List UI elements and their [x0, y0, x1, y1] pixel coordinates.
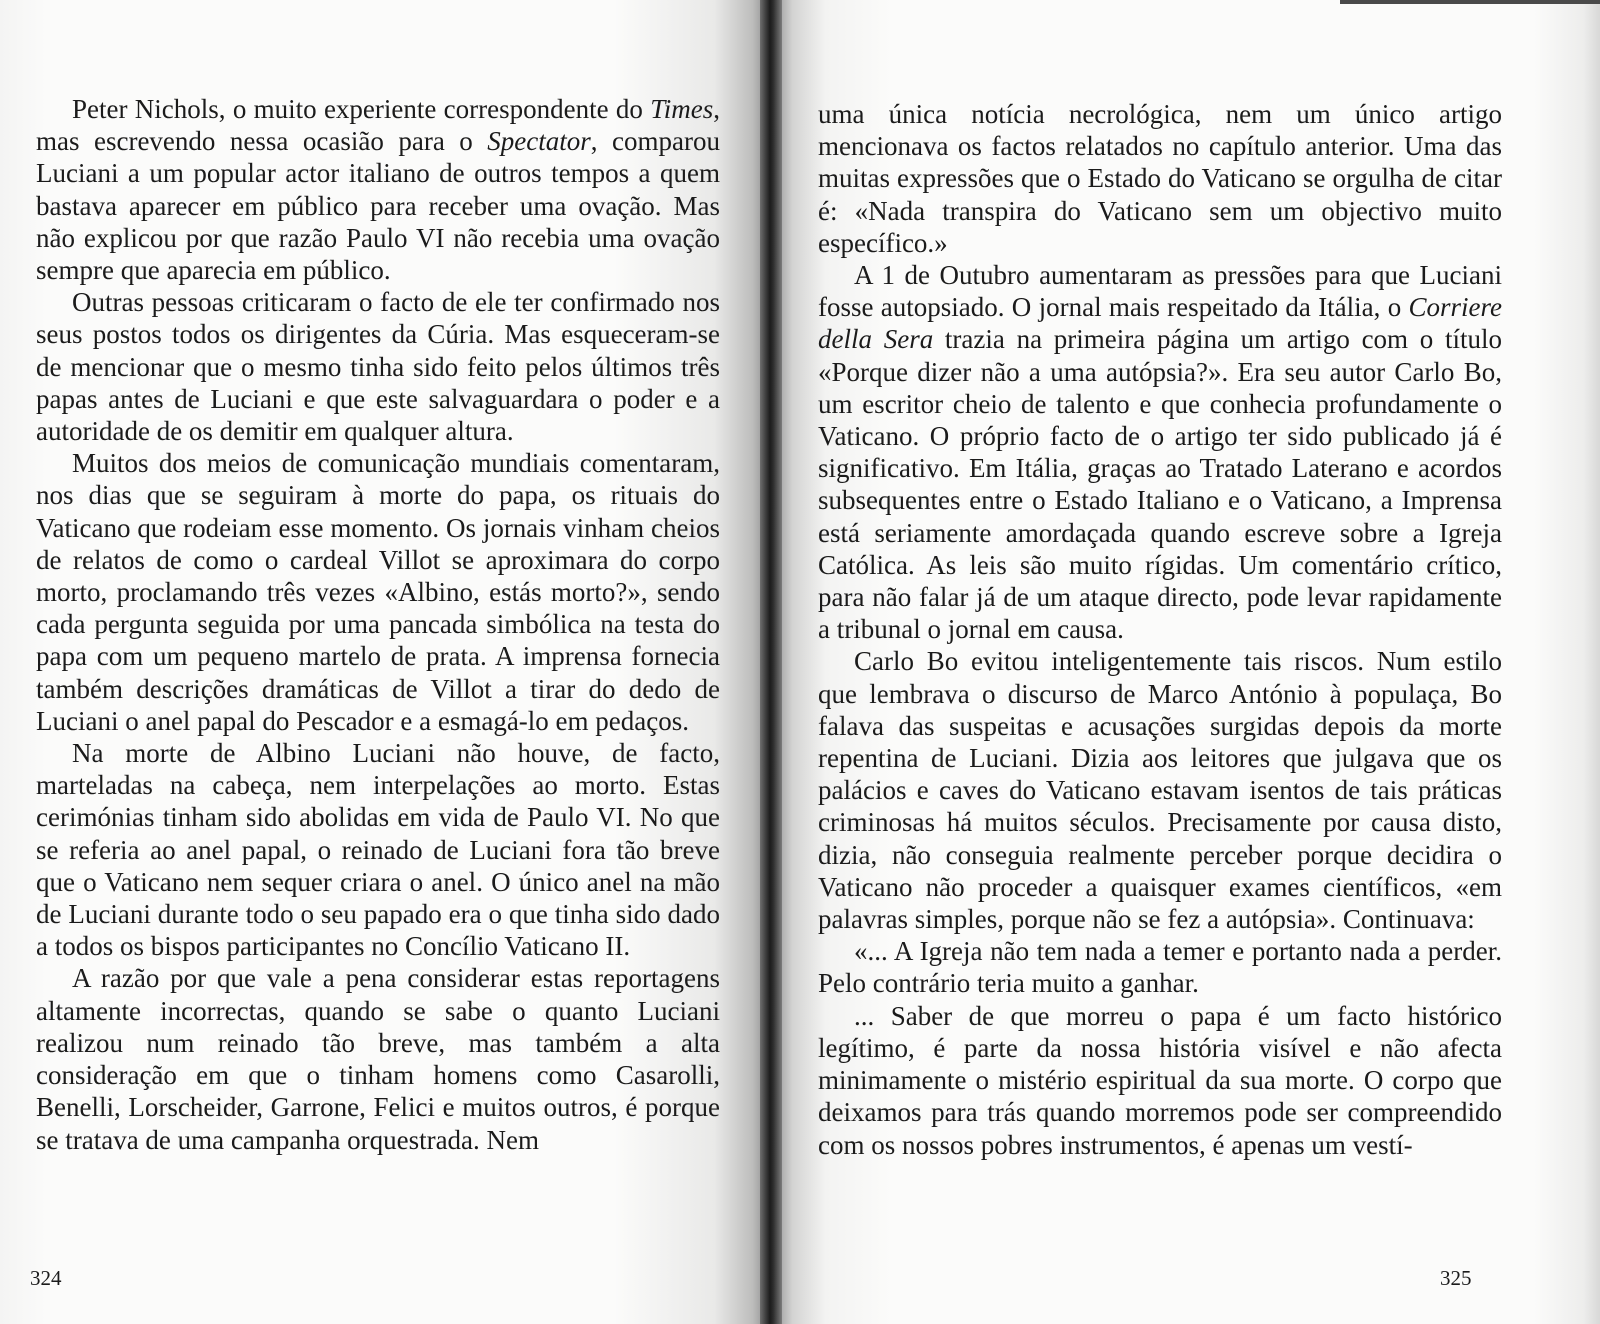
paragraph	[36, 93, 720, 286]
paragraph	[818, 935, 1502, 999]
paragraph-text: A razão por que vale a pena considerar estas reportagens altamente incorrectas, quando se sabe o quanto Luciani realizou num reinado tão breve, mas também a alta consideração em que o tinham homens como Casarolli, Benelli, Lorscheider, Garrone, Felici e muitos outros, é porque se tratava de uma campanha orquestrada. Nem	[36, 963, 720, 1155]
paragraph	[36, 737, 720, 962]
paragraph	[818, 645, 1502, 935]
paragraph	[818, 259, 1502, 645]
paragraph-text: A 1 de Outubro aumentaram as pressões para que Luciani fosse autopsiado. O jornal mais respeitado da Itália, o	[818, 260, 1502, 323]
left-page	[0, 0, 768, 1324]
paragraph-text: trazia na primeira página um artigo com o título «Porque dizer não a uma autópsia?». Era seu autor Carlo Bo, um escritor cheio de talento e que conhecia profundamente o Vaticano. O próprio facto de o artigo ter sido publicado já é significativo. Em Itália, graças ao Tratado Laterano e acordos subsequentes entre o Estado Italiano e o Vaticano, a Imprensa está seriamente amordaçada quando escreve sobre a Igreja Católica. As leis são muito rígidas. Um comentário crítico, para não falar já de um ataque directo, pode levar rapidamente a tribunal o jornal em causa.	[818, 324, 1502, 645]
italic-text: Corriere della Sera	[818, 292, 1502, 355]
page-number-right: 325	[1440, 1266, 1472, 1290]
paragraph-text: Na morte de Albino Luciani não houve, de facto, marteladas na cabeça, nem interpelações ao morto. Estas cerimónias tinham sido abolidas em vida de Paulo VI. No que se referia ao anel papal, o reinado de Luciani fora tão breve que o Vaticano nem sequer criara o anel. O único anel na mão de Luciani durante todo o seu papado era o que tinha sido dado a todos os bispos participantes no Concílio Vaticano II.	[36, 738, 720, 962]
right-page-body	[818, 98, 1502, 1161]
paragraph	[818, 1000, 1502, 1161]
paragraph	[36, 962, 720, 1155]
paragraph-text: , mas escrevendo nessa ocasião para o	[36, 94, 720, 157]
paragraph-text: uma única notícia necrológica, nem um único artigo mencionava os factos relatados no capítulo anterior. Uma das muitas expressões que o Estado do Vaticano se orgulha de citar é: «Nada transpira do Vaticano sem um objectivo muito específico.»	[818, 99, 1502, 258]
paragraph-text: Carlo Bo evitou inteligentemente tais riscos. Num estilo que lembrava o discurso de Marco António à populaça, Bo falava das suspeitas e acusações surgidas depois da morte repentina de Luciani. Dizia aos leitores que julgava que os palácios e caves do Vaticano estavam isentos de tais práticas criminosas há muitos séculos. Precisamente por causa disto, dizia, não conseguia realmente perceber porque decidira o Vaticano não proceder a quaisquer exames científicos, «em palavras simples, porque não se fez a autópsia». Continuava:	[818, 646, 1502, 935]
paragraph-text: «... A Igreja não tem nada a temer e portanto nada a perder. Pelo contrário teria muito a ganhar.	[818, 936, 1502, 999]
paragraph-text: ... Saber de que morreu o papa é um facto histórico legítimo, é parte da nossa história visível e não afecta minimamente o mistério espiritual da sua morte. O corpo que deixamos para trás quando morremos pode ser compreendido com os nossos pobres instrumentos, é apenas um vestí-	[818, 1000, 1502, 1160]
paragraph-text: Outras pessoas criticaram o facto de ele ter confirmado nos seus postos todos os dirigentes da Cúria. Mas esqueceram-se de mencionar que o mesmo tinha sido feito pelos últimos três papas antes de Luciani e que este salvaguardara o poder e a autoridade de os demitir em qualquer altura.	[36, 287, 720, 447]
paragraph-text: Peter Nichols, o muito experiente correspondente do	[72, 94, 651, 124]
paragraph-text: , comparou Luciani a um popular actor italiano de outros tempos a quem bastava aparecer em público para receber uma ovação. Mas não explicou por que razão Paulo VI não recebia uma ovação sempre que aparecia em público.	[36, 126, 720, 286]
italic-text: Spectator	[487, 126, 591, 157]
paragraph	[36, 447, 720, 737]
paragraph-text: Muitos dos meios de comunicação mundiais comentaram, nos dias que se seguiram à morte do papa, os rituais do Vaticano que rodeiam esse momento. Os jornais vinham cheios de relatos de como o cardeal Villot se aproximara do corpo morto, proclamando três vezes «Albino, estás morto?», sendo cada pergunta seguida por uma pancada simbólica na testa do papa com um pequeno martelo de prata. A imprensa fornecia também descrições dramáticas de Villot a tirar do dedo de Luciani o anel papal do Pescador e a esmagá-lo em pedaços.	[36, 448, 720, 736]
page-edge-shadow	[1340, 0, 1600, 4]
italic-text: Times	[650, 94, 714, 124]
paragraph	[818, 98, 1502, 259]
page-number-left: 324	[30, 1266, 62, 1290]
book-gutter	[760, 0, 782, 1324]
left-page-body	[36, 93, 720, 1156]
paragraph	[36, 286, 720, 447]
right-page	[776, 0, 1600, 1324]
